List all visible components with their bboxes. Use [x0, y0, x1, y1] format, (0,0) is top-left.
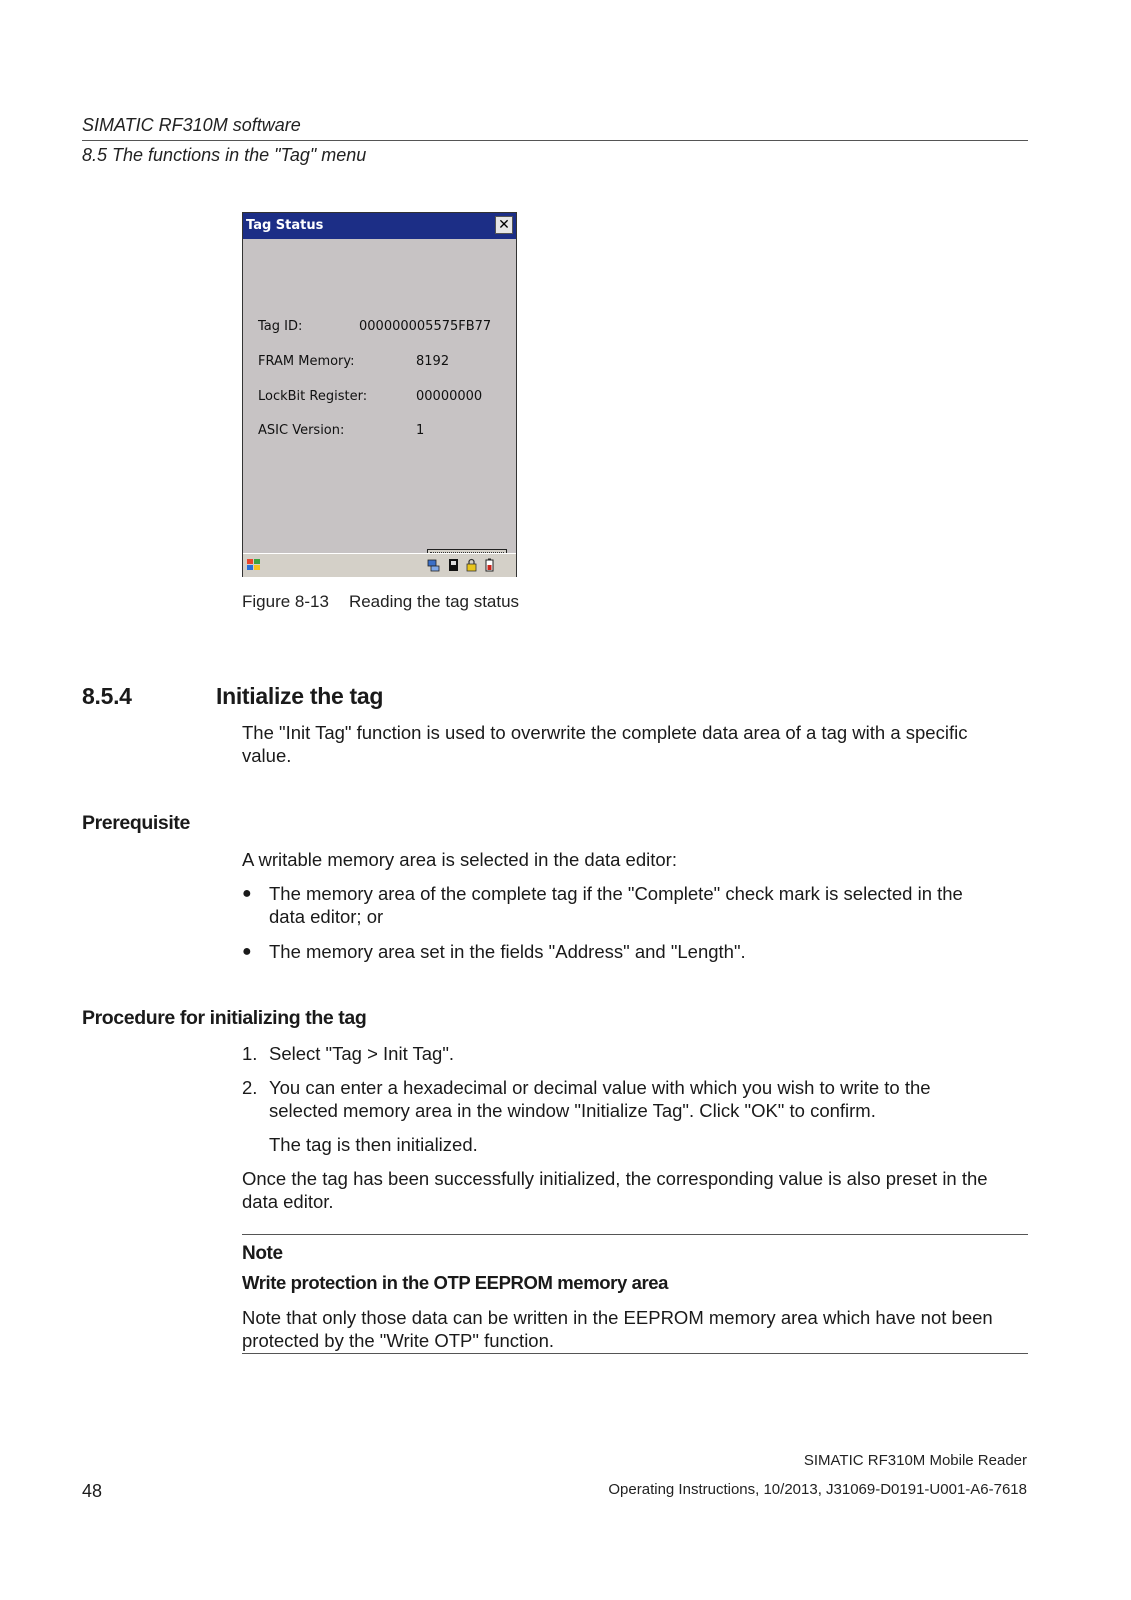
bullet-item [242, 882, 1028, 928]
step-result: The tag is then initialized. [269, 1134, 478, 1155]
note-bottom-rule [242, 1353, 1028, 1354]
fram-memory-label: FRAM Memory: [258, 354, 355, 369]
note-line-1: Note that only those data can be written in the EEPROM memory area which have not been [242, 1307, 993, 1328]
tag-id-label: Tag ID: [258, 319, 303, 334]
asic-version-value: 1 [416, 423, 425, 438]
bullet-1-line-1: The memory area of the complete tag if the "Complete" check mark is selected in the [269, 883, 963, 904]
dialog-title-bar [243, 213, 516, 239]
outro-line-1: Once the tag has been successfully initialized, the corresponding value is also preset in the [242, 1168, 988, 1189]
note-top-rule [242, 1234, 1028, 1235]
lockbit-register-label: LockBit Register: [258, 389, 368, 404]
tag-id-value: 000000005575FB77 [359, 319, 492, 334]
dialog-title: Tag Status [246, 218, 324, 233]
intro-paragraph [242, 721, 1028, 767]
figure-caption-text: Reading the tag status [348, 592, 520, 611]
figure-caption [242, 592, 519, 612]
step-2-line-1: You can enter a hexadecimal or decimal value with which you wish to write to the [269, 1077, 931, 1098]
network-icon[interactable] [427, 558, 440, 572]
windows-start-icon[interactable] [245, 557, 263, 573]
bullet-icon: ● [242, 943, 252, 960]
step-number: 1. [242, 1043, 258, 1064]
step-2-line-2: selected memory area in the window "Initialize Tag". Click "OK" to confirm. [269, 1100, 876, 1121]
prerequisite-text: A writable memory area is selected in the data editor: [242, 849, 677, 870]
lockbit-register-value: 00000000 [416, 389, 483, 404]
header-rule [82, 140, 1028, 141]
bullet-2-line-1: The memory area set in the fields "Address" and "Length". [269, 941, 746, 962]
figure-number: Figure 8-13 [242, 592, 329, 611]
close-icon[interactable]: ✕ [495, 216, 513, 234]
bullet-item [242, 940, 1028, 963]
step-1-text: Select "Tag > Init Tag". [269, 1043, 455, 1064]
step-number: 2. [242, 1077, 258, 1098]
procedure-heading: Procedure for initializing the tag [82, 1007, 367, 1029]
running-header-section: 8.5 The functions in the "Tag" menu [82, 145, 367, 165]
note-text [242, 1306, 1028, 1352]
page-number: 48 [82, 1481, 103, 1501]
intro-line-2: value. [242, 745, 292, 766]
asic-version-label: ASIC Version: [258, 423, 345, 438]
section-title: Initialize the tag [216, 683, 384, 709]
note-label: Note [242, 1243, 283, 1264]
device-taskbar [243, 553, 516, 577]
tag-status-dialog-screenshot [242, 212, 517, 577]
note-title: Write protection in the OTP EEPROM memory area [242, 1272, 669, 1293]
battery-icon[interactable] [483, 558, 496, 572]
running-header-title: SIMATIC RF310M software [82, 115, 301, 135]
lock-icon[interactable] [465, 558, 478, 572]
section-number: 8.5.4 [82, 683, 132, 709]
prerequisite-heading: Prerequisite [82, 812, 190, 834]
footer-doc-info: Operating Instructions, 10/2013, J31069-D0191-U001-A6-7618 [608, 1481, 1027, 1498]
fram-memory-value: 8192 [416, 354, 450, 369]
bullet-1-line-2: data editor; or [269, 906, 384, 927]
outro-line-2: data editor. [242, 1191, 334, 1212]
step-item [242, 1042, 1028, 1065]
intro-line-1: The "Init Tag" function is used to overwrite the complete data area of a tag with a specific [242, 722, 968, 743]
bullet-icon: ● [242, 885, 252, 902]
outro-paragraph [242, 1167, 1028, 1213]
device-icon[interactable] [447, 558, 460, 572]
step-item [242, 1076, 1028, 1122]
note-line-2: protected by the "Write OTP" function. [242, 1330, 555, 1351]
footer-product: SIMATIC RF310M Mobile Reader [803, 1452, 1027, 1469]
dialog-body [243, 239, 516, 553]
